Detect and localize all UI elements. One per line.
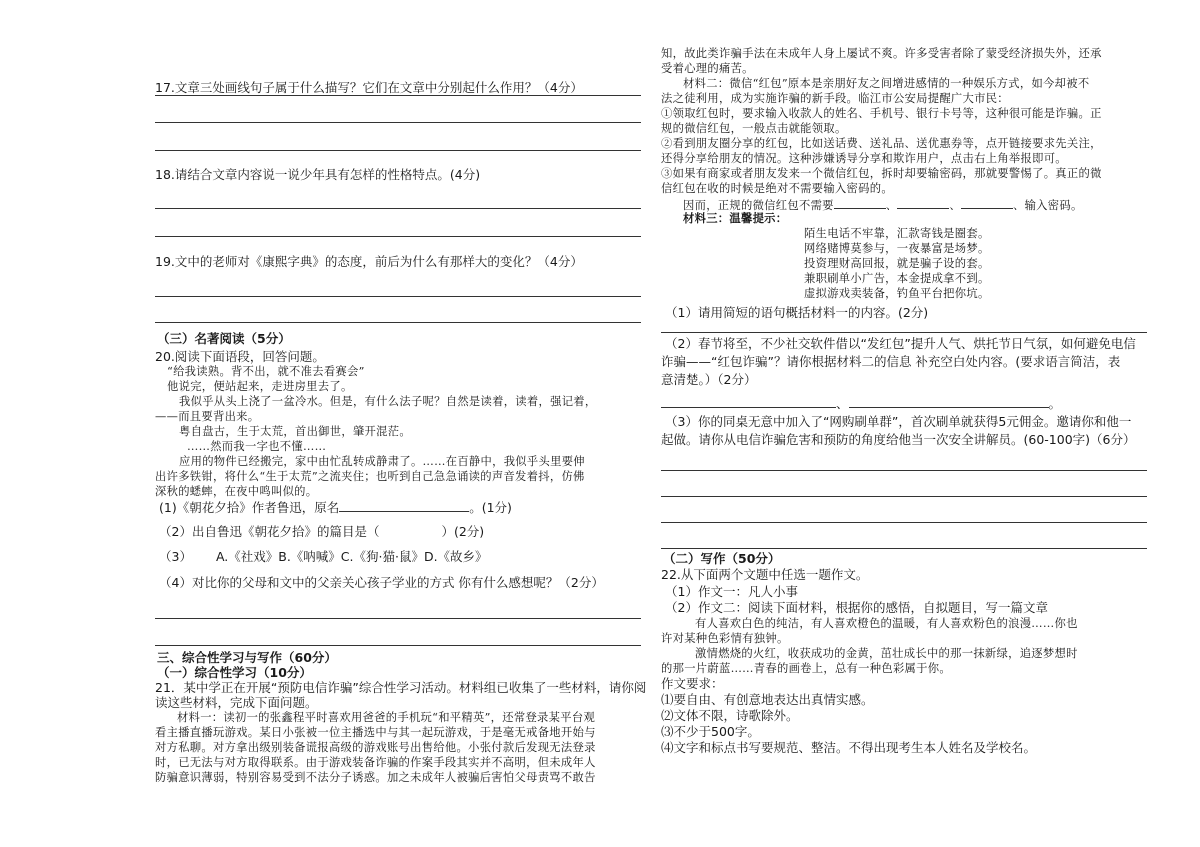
- poem-line: 陌生电话不牢靠，汇款寄钱是圈套。: [804, 227, 990, 240]
- question-20-1: (1)《朝花夕拾》作者鲁迅，原名 。(1分): [159, 500, 512, 515]
- essay-requirement: ⑴要自由、有创意地表达出真情实感。: [661, 692, 874, 707]
- essay-topic-2: （2）作文二：阅读下面材料，根据你的感悟，自拟题目，写一篇文章: [665, 600, 1048, 615]
- question-20-intro: 20.阅读下面语段，回答问题。: [155, 349, 325, 364]
- answer-line[interactable]: [155, 322, 641, 323]
- section-heading: （二）写作（50分）: [663, 551, 781, 566]
- poem-line: 虚拟游戏卖装备，钓鱼平台把你坑。: [804, 287, 990, 300]
- material-question-1: （1）请用简短的语句概括材料一的内容。(2分): [665, 305, 929, 320]
- essay-material-line: 许对某种色彩情有独钟。: [661, 632, 789, 645]
- question-17: 17.文章三处画线句子属于什么描写？它们在文章中分别起什么作用？（4分）: [155, 80, 583, 95]
- essay-requirements-heading: 作文要求：: [661, 676, 724, 691]
- answer-line[interactable]: [155, 95, 641, 96]
- material-2-line: ①领取红包时，要求输入收款人的姓名、手机号、银行卡号等，这种很可能是诈骗。正: [661, 107, 1102, 120]
- essay-requirement: ⑷文字和标点书写要规范、整洁。不得出现考生本人姓名及学校名。: [661, 740, 1037, 755]
- material-2-line: 法之徒利用，成为实施诈骗的新手段。临江市公安局提醒广大市民：: [661, 92, 1009, 105]
- answer-blank[interactable]: [961, 196, 1013, 209]
- answer-blank[interactable]: [834, 196, 886, 209]
- material-1-line: 材料一：读初一的张鑫程平时喜欢用爸爸的手机玩“和平精英”，还常登录某平台观: [177, 711, 596, 724]
- answer-line[interactable]: [155, 618, 641, 619]
- material-question-2: 意清楚。）（2分）: [661, 372, 757, 387]
- material-1-line: 时，已无法与对方取得联系。由于游戏装备诈骗的作案手段其实并不高明，但未成年人: [155, 756, 596, 769]
- material-2-fill: 因而，正规的微信红包不需要 、 、 、输入密码。: [683, 196, 1083, 213]
- answer-line[interactable]: [661, 496, 1147, 497]
- question-20-4: （4）对比你的父母和文中的父亲关心孩子学业的方式 你有什么感想呢？（2分）: [159, 575, 604, 590]
- passage-line: 深秋的蟋蟀，在夜中鸣叫似的。: [155, 485, 318, 498]
- poem-line: 投资理财高回报，就是骗子设的套。: [804, 257, 990, 270]
- answer-line[interactable]: [155, 236, 641, 237]
- material-1-line: 对方私聊。对方拿出级别装备谎报高级的游戏账号出售给他。小张付款后发现无法登录: [155, 741, 596, 754]
- question-20-2: （2）出自鲁迅《朝花夕拾》的篇目是（ ）(2分): [159, 524, 485, 539]
- material-1-line: 受着心理的痛苦。: [661, 62, 754, 75]
- essay-material-line: 的那一片蔚蓝……青春的画卷上，总有一种色彩属于你。: [661, 662, 951, 675]
- question-22: 22.从下面两个文题中任选一题作文。: [661, 567, 869, 582]
- essay-requirement: ⑵文体不限，诗歌除外。: [661, 708, 799, 723]
- material-1-line: 知，故此类诈骗手法在未成年人身上屡试不爽。许多受害者除了蒙受经济损失外，还承: [661, 47, 1102, 60]
- answer-line[interactable]: [155, 150, 641, 151]
- answer-blanks-row: 、 。: [661, 395, 1061, 411]
- question-21: 21．某中学正在开展“预防电信诈骗”综合性学习活动。材料组已收集了一些材料，请你阅: [155, 680, 647, 695]
- section-heading: （三）名著阅读（5分）: [157, 331, 291, 346]
- essay-requirement: ⑶不少于500字。: [661, 724, 760, 739]
- material-2-line: 还得分享给朋友的情况。这种涉嫌诱导分享和欺诈用户，点击右上角举报即可。: [661, 152, 1067, 165]
- material-question-3: 起做。请你从电信诈骗危害和预防的角度给他当一次安全讲解员。(60-100字)（6分）: [661, 432, 1136, 447]
- passage-line: 应用的物件已经搬完，家中由忙乱转成静肃了。……在百静中，我似乎头里要伸: [179, 455, 585, 468]
- question-19: 19.文中的老师对《康熙字典》的态度，前后为什么有那样大的变化？（4分）: [155, 254, 583, 269]
- passage-line: “给我读熟。背不出，就不准去看赛会”: [167, 365, 365, 378]
- material-question-2: 诈骗——“红包诈骗”？请你根据材料二的信息 补充空白处内容。(要求语言简洁，表: [661, 354, 1121, 369]
- part-heading: 三、综合性学习与写作（60分）: [157, 650, 337, 665]
- material-1-line: 防骗意识薄弱，特别容易受到不法分子诱惑。加之未成年人被骗后害怕父母责骂不敢告: [155, 771, 596, 784]
- essay-material-line: 有人喜欢白色的纯洁，有人喜欢橙色的温暖，有人喜欢粉色的浪漫……你也: [695, 617, 1078, 630]
- question-18: 18.请结合文章内容说一说少年具有怎样的性格特点。(4分): [155, 167, 481, 182]
- answer-line[interactable]: [661, 470, 1147, 471]
- question-20-3: （3） A.《社戏》B.《呐喊》C.《狗·猫·鼠》D.《故乡》: [159, 549, 488, 564]
- material-question-2: （2）春节将至，不少社交软件借以“发红包”提升人气、烘托节日气氛，如何避免电信: [665, 336, 1136, 351]
- poem-line: 网络赌博莫参与，一夜暴富是场梦。: [804, 242, 990, 255]
- material-2-line: ③如果有商家或者朋友发来一个微信红包，拆时却要输密码，那就要警惕了。真正的微: [661, 167, 1102, 180]
- passage-line: 他说完，便站起来，走进房里去了。: [167, 380, 353, 393]
- passage-line: 出许多铁钳，将什么“生于太荒”之流夹住；也听到自己急急诵读的声音发着抖，仿佛: [155, 470, 585, 483]
- answer-blank[interactable]: [849, 395, 1049, 408]
- answer-blank[interactable]: [339, 499, 469, 512]
- answer-line[interactable]: [155, 122, 641, 123]
- subsection-heading: （一）综合性学习（10分）: [157, 665, 312, 680]
- material-1-line: 看主播直播玩游戏。某日小张被一位主播选中与其一起玩游戏，于是毫无戒备地开始与: [155, 726, 596, 739]
- passage-line: ——而且要背出来。: [155, 410, 260, 423]
- answer-line[interactable]: [155, 296, 641, 297]
- answer-line[interactable]: [155, 645, 641, 646]
- passage-line: 粤自盘古，生于太荒，首出御世，肇开混茫。: [179, 425, 411, 438]
- passage-line: ……然而我一字也不懂……: [187, 440, 327, 453]
- answer-line[interactable]: [661, 332, 1147, 333]
- answer-line[interactable]: [661, 548, 1147, 549]
- passage-line: 我似乎从头上浇了一盆冷水。但是，有什么法子呢？自然是读着，读着，强记着，: [179, 395, 597, 408]
- material-question-3: （3）你的同桌无意中加入了“网购刷单群”，首次刷单就获得5元佣金。邀请你和他一: [665, 414, 1132, 429]
- answer-line[interactable]: [661, 522, 1147, 523]
- material-2-line: ②看到朋友圈分享的红包，比如送话费、送礼品、送优惠券等，点开链接要求先关注，: [661, 137, 1102, 150]
- answer-line[interactable]: [155, 208, 641, 209]
- question-21: 读这些材料，完成下面问题。: [155, 695, 318, 710]
- material-2-line: 规的微信红包，一般点击就能领取。: [661, 122, 847, 135]
- material-2-line: 材料二：微信“红包”原本是亲朋好友之间增进感情的一种娱乐方式，如今却被不: [683, 77, 1090, 90]
- answer-blank[interactable]: [661, 395, 836, 408]
- essay-material-line: 激情燃烧的火红，收获成功的金黄，茁壮成长中的那一抹新绿，追逐梦想时: [695, 647, 1078, 660]
- answer-blank[interactable]: [897, 196, 949, 209]
- essay-topic-1: （1）作文一：凡人小事: [665, 584, 798, 599]
- material-3-label: 材料三：温馨提示：: [683, 211, 788, 225]
- poem-line: 兼职刷单小广告，本金提成拿不到。: [804, 272, 990, 285]
- material-2-line: 信红包在收的时候是绝对不需要输入密码的。: [661, 182, 893, 195]
